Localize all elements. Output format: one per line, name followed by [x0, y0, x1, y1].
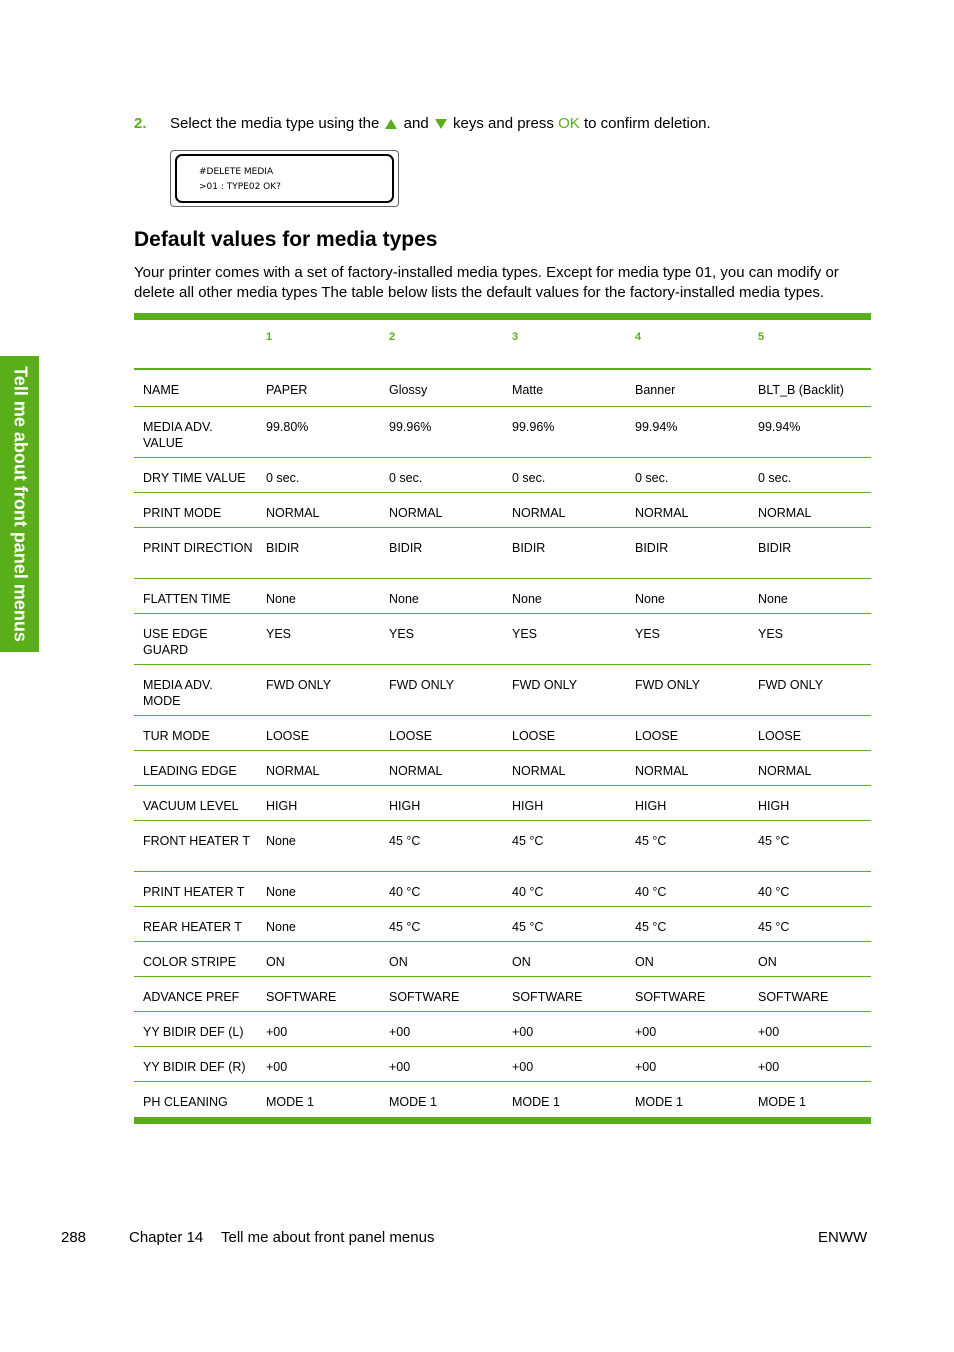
table-cell: LOOSE	[758, 729, 802, 743]
table-cell: 40 °C	[758, 885, 790, 899]
table-cell: HIGH	[512, 799, 544, 813]
row-label: MEDIA ADV. VALUE	[143, 420, 213, 450]
table-cell: HIGH	[758, 799, 790, 813]
table-cell: 40 °C	[512, 885, 544, 899]
ok-key-label: OK	[558, 115, 580, 132]
table-cell: BIDIR	[758, 541, 792, 555]
table-cell: ON	[758, 955, 777, 969]
table-cell: SOFTWARE	[758, 990, 829, 1004]
table-row	[134, 716, 871, 751]
table-cell: YES	[512, 627, 538, 641]
row-label: VACUUM LEVEL	[143, 799, 239, 813]
table-cell: FWD ONLY	[635, 678, 701, 692]
triangle-up-icon	[385, 119, 397, 129]
table-cell: 99.94%	[635, 420, 678, 434]
table-row	[134, 528, 871, 579]
table-cell: None	[635, 592, 665, 606]
table-row	[134, 1047, 871, 1082]
table-cell: HIGH	[266, 799, 298, 813]
table-cell: NORMAL	[512, 764, 566, 778]
table-cell: 45 °C	[389, 834, 421, 848]
table-cell: None	[389, 592, 419, 606]
table-cell: BLT_B (Backlit)	[758, 383, 844, 397]
side-tab-label: Tell me about front panel menus	[10, 366, 30, 642]
table-cell: SOFTWARE	[635, 990, 706, 1004]
column-header-4: 4	[635, 331, 642, 343]
table-row	[134, 872, 871, 907]
table-cell: Banner	[635, 383, 676, 397]
table-cell: ON	[266, 955, 285, 969]
table-cell: 40 °C	[635, 885, 667, 899]
table-row	[134, 370, 871, 407]
table-cell: None	[512, 592, 542, 606]
table-cell: MODE 1	[512, 1095, 560, 1109]
table-cell: NORMAL	[512, 506, 566, 520]
section-title: Default values for media types	[134, 228, 438, 251]
table-cell: NORMAL	[266, 764, 320, 778]
table-cell: LOOSE	[635, 729, 679, 743]
intro-paragraph: Your printer comes with a set of factory-installed media types. Except for media type 01, you can modify or delete all other media types The table below lists the default values for the factory-installed media types.	[134, 264, 839, 301]
table-row	[134, 614, 871, 665]
row-label: MEDIA ADV. MODE	[143, 678, 213, 708]
table-row	[134, 786, 871, 821]
table-cell: 45 °C	[512, 920, 544, 934]
table-cell: 45 °C	[758, 834, 790, 848]
lcd-display	[170, 150, 399, 207]
table-cell: None	[266, 834, 296, 848]
table-cell: ON	[389, 955, 408, 969]
table-cell: ON	[512, 955, 531, 969]
table-cell: None	[266, 885, 296, 899]
table-cell: YES	[389, 627, 415, 641]
lcd-screen	[175, 154, 394, 203]
row-label: USE EDGE GUARD	[143, 627, 208, 657]
table-cell: MODE 1	[266, 1095, 314, 1109]
table-cell: BIDIR	[266, 541, 300, 555]
table-cell: SOFTWARE	[512, 990, 583, 1004]
table-row	[134, 407, 871, 458]
row-label: NAME	[143, 383, 180, 397]
table-cell: 45 °C	[635, 920, 667, 934]
table-cell: FWD ONLY	[389, 678, 455, 692]
table-cell: 0 sec.	[389, 471, 423, 485]
table-header-row	[134, 320, 871, 370]
table-cell: YES	[635, 627, 661, 641]
column-header-2: 2	[389, 331, 396, 343]
table-cell: NORMAL	[635, 506, 689, 520]
table-cell: 99.96%	[389, 420, 432, 434]
table-cell: Matte	[512, 383, 544, 397]
table-cell: FWD ONLY	[266, 678, 332, 692]
table-cell: +00	[389, 1060, 411, 1074]
row-label: FLATTEN TIME	[143, 592, 231, 606]
table-cell: LOOSE	[266, 729, 310, 743]
row-label: ADVANCE PREF	[143, 990, 240, 1004]
step-text-before: Select the media type using the	[170, 115, 380, 132]
table-cell: None	[758, 592, 788, 606]
table-cell: LOOSE	[512, 729, 556, 743]
row-label: YY BIDIR DEF (R)	[143, 1060, 246, 1074]
table-cell: +00	[266, 1060, 288, 1074]
table-cell: HIGH	[635, 799, 667, 813]
table-cell: FWD ONLY	[512, 678, 578, 692]
triangle-down-icon	[435, 119, 447, 129]
table-cell: MODE 1	[758, 1095, 806, 1109]
table-cell: 0 sec.	[758, 471, 792, 485]
row-label: COLOR STRIPE	[143, 955, 237, 969]
table-cell: Glossy	[389, 383, 428, 397]
row-label: LEADING EDGE	[143, 764, 237, 778]
table-cell: 0 sec.	[635, 471, 669, 485]
table-cell: 0 sec.	[512, 471, 546, 485]
table-cell: +00	[512, 1025, 534, 1039]
step-2	[134, 115, 711, 132]
lcd-line-2: >01 : TYPE02 OK?	[199, 182, 281, 192]
table-cell: 45 °C	[389, 920, 421, 934]
row-label: PRINT DIRECTION	[143, 541, 253, 555]
column-header-1: 1	[266, 331, 273, 343]
table-row	[134, 579, 871, 614]
table-cell: None	[266, 920, 296, 934]
table-cell: FWD ONLY	[758, 678, 824, 692]
table-cell: NORMAL	[389, 506, 443, 520]
row-label: YY BIDIR DEF (L)	[143, 1025, 244, 1039]
table-row	[134, 751, 871, 786]
table-cell: YES	[758, 627, 784, 641]
table-row	[134, 977, 871, 1012]
media-defaults-table	[134, 313, 871, 1124]
table-cell: SOFTWARE	[389, 990, 460, 1004]
table-row	[134, 907, 871, 942]
table-cell: PAPER	[266, 383, 308, 397]
row-label: FRONT HEATER T	[143, 834, 250, 848]
column-header-3: 3	[512, 331, 519, 343]
table-row	[134, 821, 871, 872]
table-cell: 99.94%	[758, 420, 801, 434]
side-chapter-tab	[0, 356, 39, 652]
table-cell: BIDIR	[512, 541, 546, 555]
page-number: 288	[61, 1229, 87, 1246]
table-cell: +00	[512, 1060, 534, 1074]
table-cell: NORMAL	[389, 764, 443, 778]
table-cell: 99.96%	[512, 420, 555, 434]
table-cell: 0 sec.	[266, 471, 300, 485]
row-label: PRINT HEATER T	[143, 885, 245, 899]
table-cell: NORMAL	[758, 506, 812, 520]
lcd-line-1: #DELETE MEDIA	[199, 167, 274, 177]
table-cell: +00	[758, 1060, 780, 1074]
table-row	[134, 665, 871, 716]
table-cell: NORMAL	[758, 764, 812, 778]
table-row	[134, 1012, 871, 1047]
row-label: PH CLEANING	[143, 1095, 228, 1109]
step-number: 2.	[134, 115, 147, 132]
step-text-after: to confirm deletion.	[583, 115, 711, 132]
step-text-and: and	[403, 115, 429, 132]
table-cell: 45 °C	[635, 834, 667, 848]
table-cell: 99.80%	[266, 420, 309, 434]
footer-chapter: Chapter 14	[129, 1229, 204, 1246]
table-row	[134, 493, 871, 528]
table-cell: 40 °C	[389, 885, 421, 899]
table-cell: MODE 1	[635, 1095, 683, 1109]
table-cell: NORMAL	[635, 764, 689, 778]
table-cell: LOOSE	[389, 729, 433, 743]
footer-code: ENWW	[818, 1229, 868, 1246]
table-cell: +00	[635, 1060, 657, 1074]
table-cell: +00	[635, 1025, 657, 1039]
table-cell: ON	[635, 955, 654, 969]
row-label: DRY TIME VALUE	[143, 471, 246, 485]
table-cell: 45 °C	[758, 920, 790, 934]
table-cell: +00	[266, 1025, 288, 1039]
table-cell: NORMAL	[266, 506, 320, 520]
column-header-5: 5	[758, 331, 765, 343]
table-cell: BIDIR	[389, 541, 423, 555]
table-cell: BIDIR	[635, 541, 669, 555]
table-cell: 45 °C	[512, 834, 544, 848]
row-label: REAR HEATER T	[143, 920, 242, 934]
row-label: PRINT MODE	[143, 506, 222, 520]
step-text-mid: keys and press	[453, 115, 554, 132]
table-cell: +00	[758, 1025, 780, 1039]
table-cell: +00	[389, 1025, 411, 1039]
table-cell: YES	[266, 627, 292, 641]
table-cell: SOFTWARE	[266, 990, 337, 1004]
table-row	[134, 458, 871, 493]
footer-chapter-title: Tell me about front panel menus	[221, 1229, 435, 1246]
row-label: TUR MODE	[143, 729, 210, 743]
table-row	[134, 942, 871, 977]
table-cell: MODE 1	[389, 1095, 437, 1109]
table-row	[134, 1082, 871, 1117]
table-cell: HIGH	[389, 799, 421, 813]
table-cell: None	[266, 592, 296, 606]
